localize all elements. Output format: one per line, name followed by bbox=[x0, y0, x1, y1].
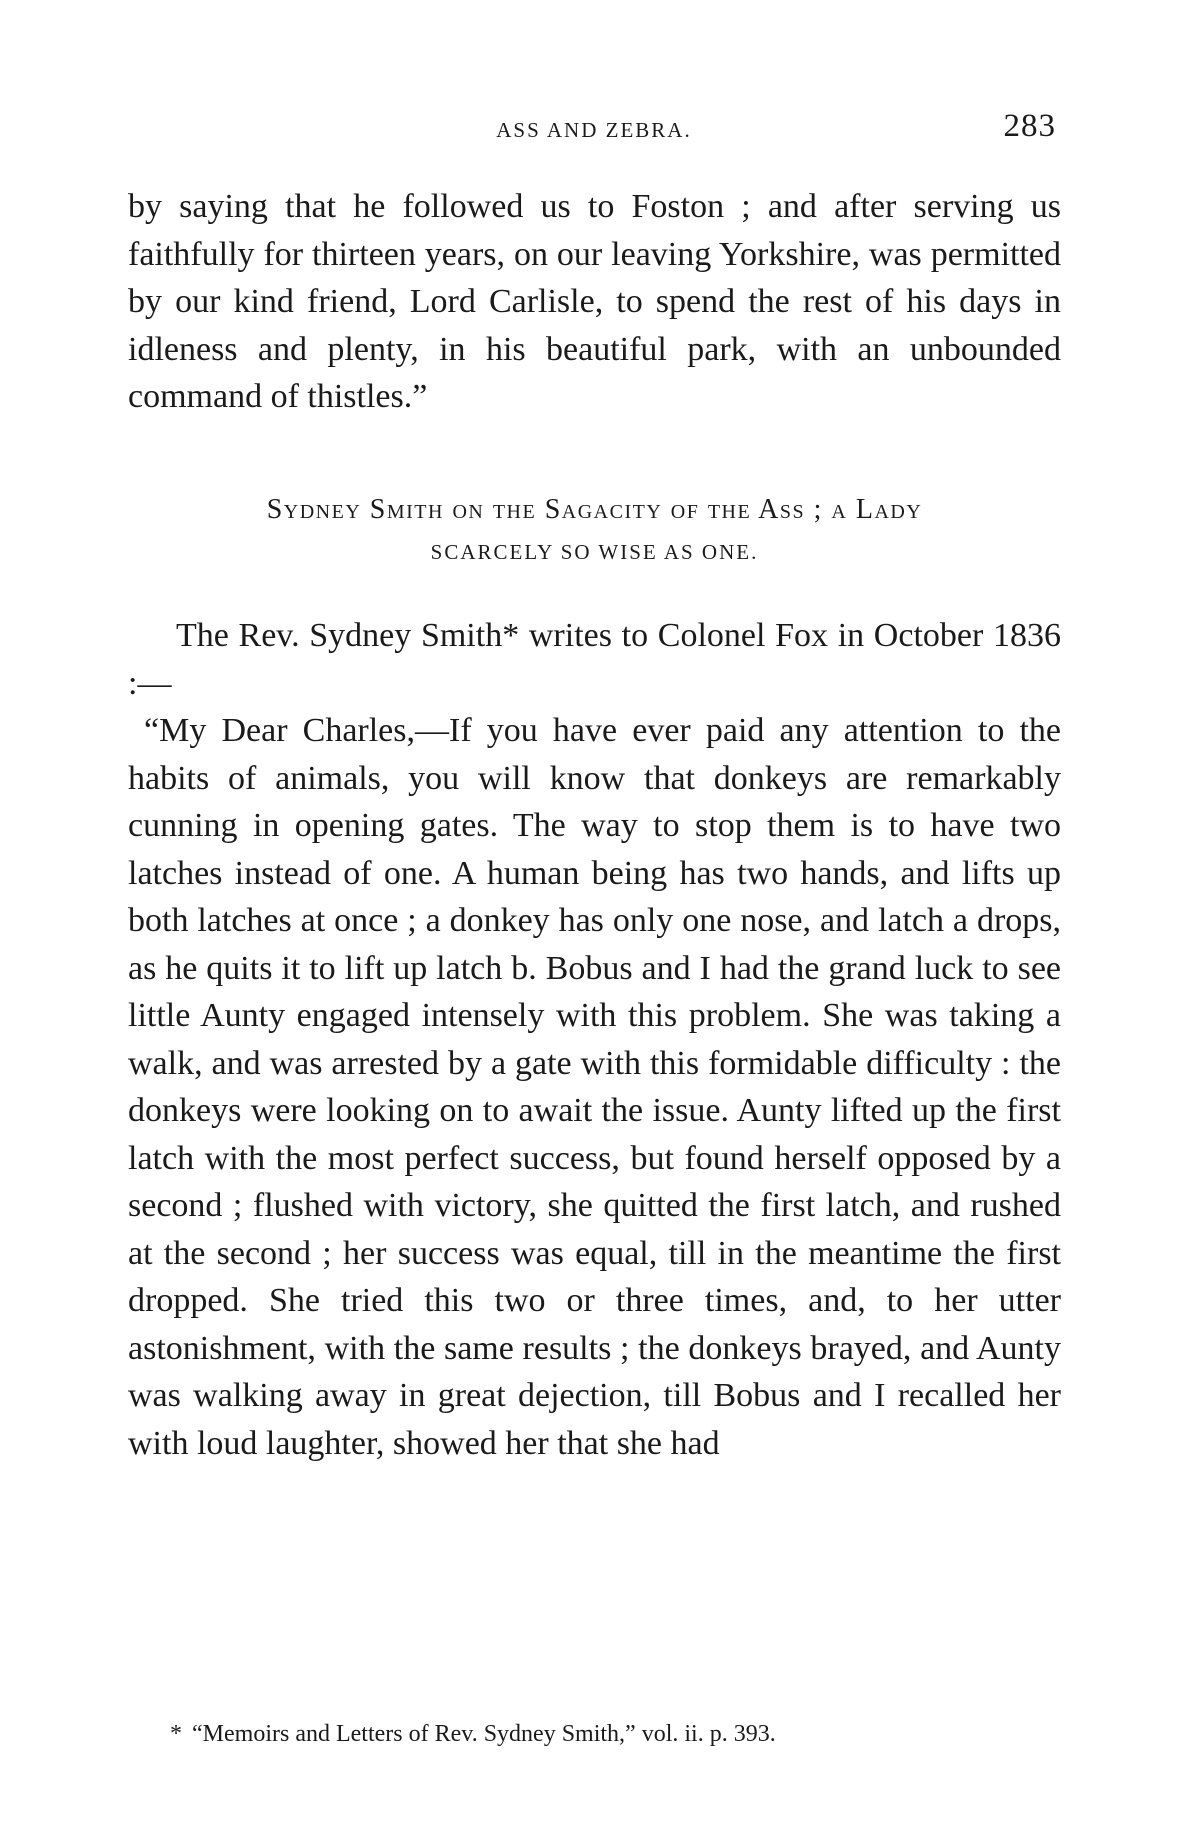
section-heading bbox=[128, 488, 1061, 572]
page-number: 283 bbox=[1003, 108, 1056, 144]
continuation-paragraph bbox=[128, 183, 1061, 421]
intro-paragraph bbox=[128, 612, 1061, 707]
footnote-marker: * bbox=[170, 1721, 182, 1747]
intro-paragraph-text: The Rev. Sydney Smith* writes to Colonel Fox in October 1836 :— bbox=[128, 617, 1061, 702]
section-heading-line-1: Sydney Smith on the Sagacity of the Ass ; a Lady bbox=[266, 494, 923, 525]
footnote bbox=[170, 1718, 1060, 1750]
continuation-paragraph-text: by saying that he followed us to Foston ; and after serving us faithfully for thirteen years, on our leaving Yorkshire, was permitted by our kind friend, Lord Carlisle, to spend the rest of his days in idleness and plenty, in his beautiful park, with an unbounded command of thistles.” bbox=[128, 188, 1061, 415]
letter-paragraph bbox=[128, 707, 1061, 1467]
footnote-text: “Memoirs and Letters of Rev. Sydney Smith,” vol. ii. p. 393. bbox=[192, 1721, 776, 1747]
running-title: ASS AND ZEBRA. bbox=[496, 118, 692, 142]
letter-paragraph-text: “My Dear Charles,—If you have ever paid any attention to the habits of animals, you will know that donkeys are remarkably cunning in opening gates. The way to stop them is to have two latches instead of one. A human being has two hands, and lifts up both latches at once ; a donkey has only one nose, and latch a drops, as he quits it to lift up latch b. Bobus and I had the grand luck to see little Aunty engaged intensely with this problem. She was taking a walk, and was arrested by a gate with this formidable difficulty : the donkeys were looking on to await the issue. Aunty lifted up the first latch with the most perfect success, but found herself opposed by a second ; flushed with victory, she quitted the first latch, and rushed at the second ; her success was equal, till in the meantime the first dropped. She tried this two or three times, and, to her utter astonishment, with the same results ; the donkeys brayed, and Aunty was walking away in great dejection, till Bobus and I recalled her with loud laughter, showed her that she had bbox=[128, 712, 1061, 1462]
running-head bbox=[128, 108, 1060, 148]
section-heading-line-2: SCARCELY SO WISE AS ONE. bbox=[430, 540, 759, 564]
